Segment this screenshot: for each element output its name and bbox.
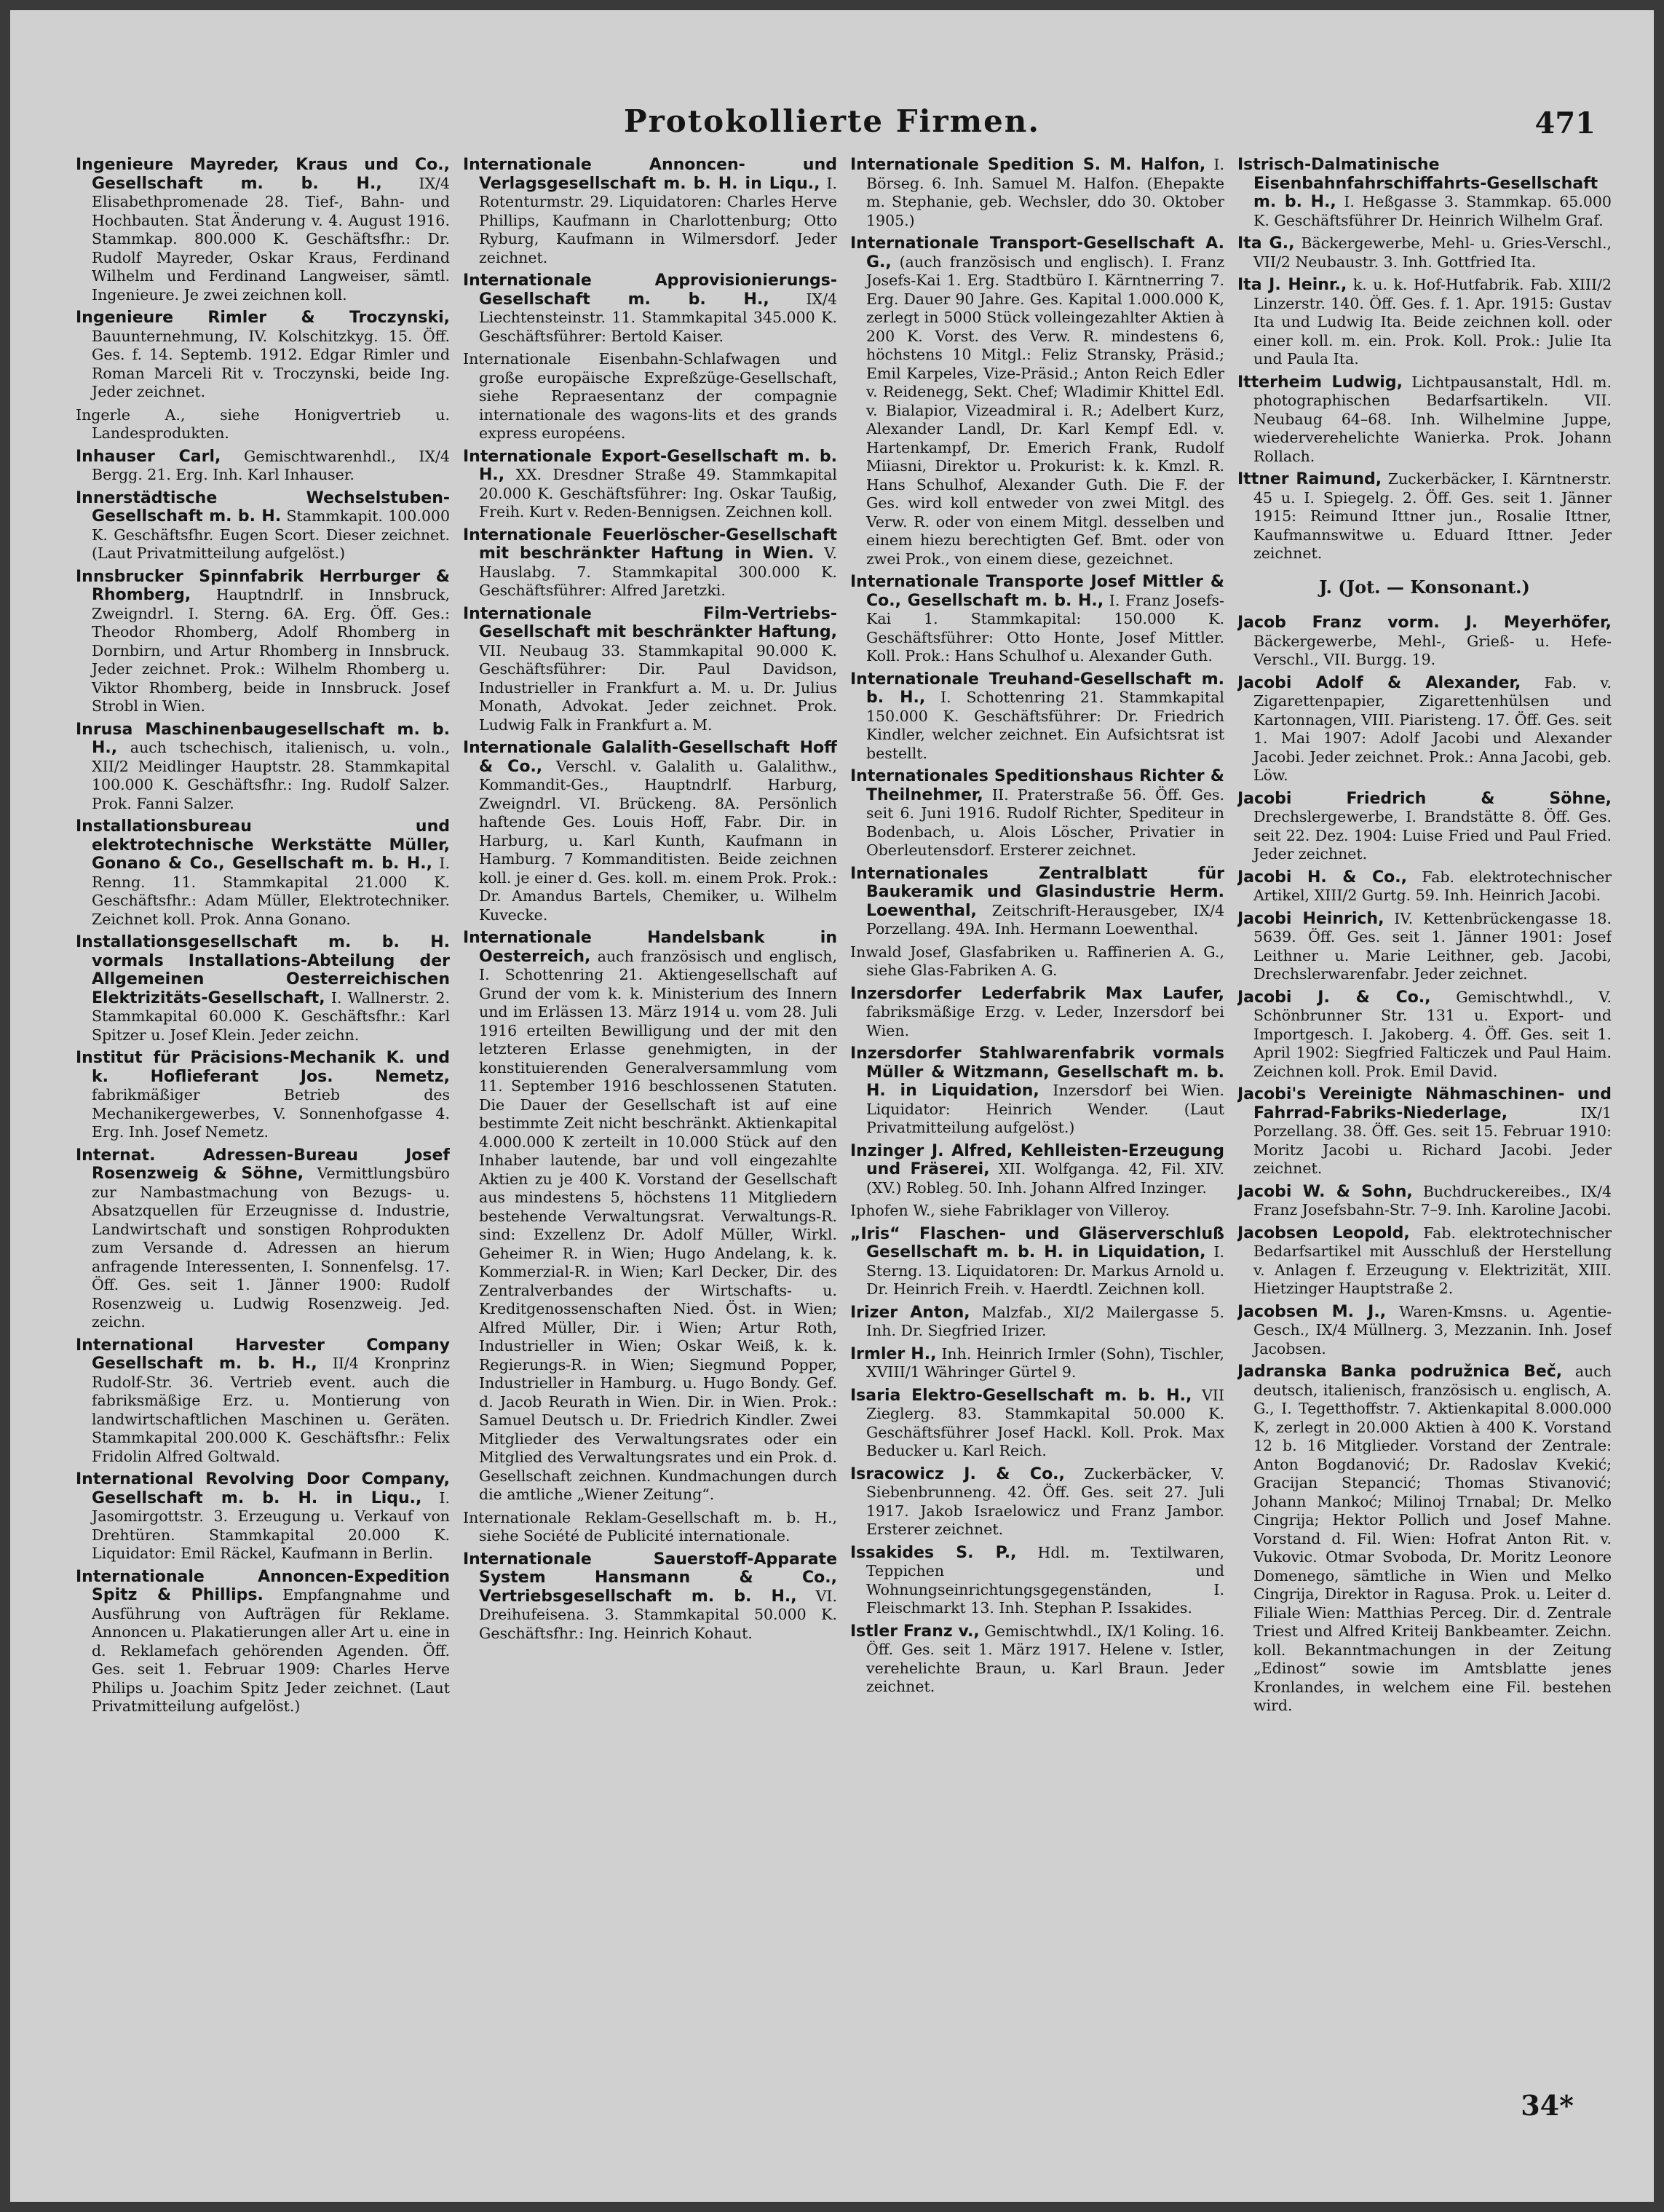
firm-name: Ingenieure Rimler & Troczynski,: [76, 309, 450, 327]
firm-name: „Iris“ Flaschen- und Gläserverschluß Gesellschaft m. b. H. in Liquidation,: [850, 1224, 1224, 1261]
directory-entry: [850, 156, 1224, 230]
entry-details: Internationale Eisenbahn-Schlafwagen und große europäische Expreßzüge-Gesellschaft, siehe Repraesentanz der compagnie internationale des wagons-lits et des grands express européens.: [463, 350, 837, 442]
directory-entry: [76, 489, 450, 563]
entry-details: Vermittlungsbüro zur Nambastmachung von Bezugs- u. Absatzquellen für Erzeugnisse d. Industrie, Landwirtschaft und sonstigen Rohprodukten zum Versande d. Adressen an hierum anfragende Interessenten, I. Sonnenfelsg. 17. Öff. Ges. seit 1. Jänner 1900: Rudolf Rosenzweig u. Ludwig Rosenzweig. Jed. zeichn.: [92, 1165, 450, 1331]
firm-name: Inzinger J. Alfred, Kehlleisten-Erzeugung und Fräserei,: [850, 1141, 1224, 1178]
directory-entry: [1237, 1183, 1612, 1220]
entry-details: Fab. elektrotechnischer Bedarfsartikel mit Ausschluß der Herstellung v. Anlagen f. Erzeugung v. Elektrizität, XIII. Hietzinger Hauptstraße 2.: [1253, 1224, 1612, 1297]
firm-name: Internationale Film-Vertriebs-Gesellschaft mit beschränkter Haftung,: [463, 604, 837, 641]
directory-entry: [463, 739, 837, 924]
firm-name: Jacobi's Vereinigte Nähmaschinen- und Fahrrad-Fabriks-Niederlage,: [1237, 1085, 1612, 1122]
entry-details: II/4 Kronprinz Rudolf-Str. 36. Vertrieb event. auch die fabriksmäßige Erz. u. Montierung von landwirtschaftlichen Maschinen u. Geräten. Stammkapital 200.000 K. Geschäftsfhr.: Felix Fridolin Alfred Goltwald.: [92, 1355, 450, 1465]
directory-entry: [76, 448, 450, 485]
entry-details: fabrikmäßiger Betrieb des Mechanikergewerbes, V. Sonnenhofgasse 4. Erg. Inh. Josef Nemetz.: [92, 1086, 450, 1141]
entry-details: fabriksmäßige Erzg. v. Leder, Inzersdorf bei Wien.: [866, 1003, 1224, 1039]
directory-entry: [850, 767, 1224, 860]
firm-name: Innsbrucker Spinnfabrik Herrburger & Rhomberg,: [76, 567, 450, 604]
entry-details: Internationale Reklam-Gesellschaft m. b. H., siehe Société de Publicité internationale.: [463, 1508, 837, 1545]
firm-name: Institut für Präcisions-Mechanik K. und k. Hoflieferant Jos. Nemetz,: [76, 1049, 450, 1086]
entry-details: V. Hauslabg. 7. Stammkapital 300.000 K. Geschäftsführer: Alfred Jaretzki.: [479, 544, 837, 599]
entry-details: auch tschechisch, italienisch, u. voln., XII/2 Meidlinger Hauptstr. 28. Stammkapital 100.000 K. Geschäftsfhr.: Ing. Rudolf Salzer. Prok. Fanni Salzer.: [92, 739, 450, 812]
entry-details: I. Jasomirgottstr. 3. Erzeugung u. Verkauf von Drehtüren. Stammkapital 20.000 K. Liquidator: Emil Räckel, Kaufmann in Berlin.: [92, 1488, 450, 1562]
directory-entry: [463, 350, 837, 443]
entry-details: k. u. k. Hof-Hutfabrik. Fab. XIII/2 Linzerstr. 140. Öff. Ges. f. 1. Apr. 1915: Gustav Ita und Ludwig Ita. Beide zeichnen koll. oder einer koll. m. ein. Prok. Koll. Prok.: Julie Ita und Paula Ita.: [1253, 276, 1612, 368]
entry-details: Empfangnahme und Ausführung von Aufträgen für Reklame. Annoncen u. Plakatierungen aller Art u. eine in d. Reklamefach gehörenden Agenden. Öff. Ges. seit 1. Februar 1909: Charles Herve Philips u. Joachim Spitz Jeder zeichnet. (Laut Privatmitteilung aufgelöst.): [92, 1586, 450, 1715]
directory-entry: [76, 406, 450, 443]
entry-details: Zuckerbäcker, I. Kärntnerstr. 45 u. I. Spiegelg. 2. Öff. Ges. seit 1. Jänner 1915: Reimund Ittner jun., Rosalie Ittner, Kaufmannswitwe u. Eduard Ittner. Jeder zeichnet.: [1253, 470, 1612, 562]
directory-entry: [76, 721, 450, 814]
entry-details: Lichtpausanstalt, Hdl. m. photographischen Bedarfsartikeln. VII. Neubaug 64–68. Inh. Wilhelmine Juppe, wiederverehelichte Wanierka. Prok. Johann Rollach.: [1253, 373, 1612, 465]
entry-details: Ingerle A., siehe Honigvertrieb u. Landesprodukten.: [76, 405, 450, 442]
directory-entry: [850, 985, 1224, 1041]
entry-details: XX. Dresdner Straße 49. Stammkapital 20.000 K. Geschäftsführer: Ing. Oskar Taußig, Freih. Kurt v. Reden-Bennigsen. Zeichnen koll.: [479, 466, 837, 520]
directory-entry: [850, 1142, 1224, 1198]
directory-entry: [76, 817, 450, 929]
directory-entry: [1237, 373, 1612, 467]
firm-name: Jacobi H. & Co.,: [1237, 868, 1407, 887]
directory-entry: [1237, 1363, 1612, 1716]
directory-entry: [76, 1146, 450, 1332]
entry-details: Hauptndrlf. in Innsbruck, Zweigndrl. I. Sterng. 6A. Erg. Öff. Ges.: Theodor Rhomberg, Adolf Rhomberg in Dornbirn, und Artur Rhomberg in Innsbruck. Jeder zeichnet. Prok.: Wilhelm Rhomberg u. Viktor Rhomberg, beide in Innsbruck. Josef Strobl in Wien.: [92, 586, 450, 715]
entry-details: Gemischtwhdl., V. Schönbrunner Str. 131 u. Export- und Importgesch. I. Jakoberg. 4. Öff. Ges. seit 1. April 1902: Siegfried Falticzek und Paul Haim. Zeichnen koll. Prok. Emil David.: [1253, 988, 1612, 1080]
directory-entry: [76, 933, 450, 1044]
directory-entry: [76, 568, 450, 716]
directory-entry: [850, 1044, 1224, 1138]
firm-name: Isaria Elektro-Gesellschaft m. b. H.,: [850, 1386, 1192, 1405]
firm-name: Inzersdorfer Stahlwarenfabrik vormals Müller & Witzmann, Gesellschaft m. b. H. in Liquidation,: [850, 1044, 1224, 1100]
entry-details: Bäckergewerbe, Mehl-, Grieß- u. Hefe-Verschl., VII. Burgg. 19.: [1253, 632, 1612, 668]
firm-name: Issakides S. P.,: [850, 1543, 1017, 1562]
directory-entry: [850, 1544, 1224, 1618]
directory-entry: [76, 309, 450, 402]
entry-details: IX/1 Porzellang. 38. Öff. Ges. seit 15. Februar 1910: Moritz Jacobi u. Richard Jacobi. Jeder zeichnet.: [1253, 1103, 1612, 1177]
page-title: Protokollierte Firmen.: [624, 103, 1040, 139]
entry-details: Gemischtwarenhdl., IX/4 Bergg. 21. Erg. Inh. Karl Inhauser.: [92, 447, 450, 483]
column-3: [850, 156, 1224, 2070]
entry-details: Zuckerbäcker, V. Siebenbrunneng. 42. Öff. Ges. seit 27. Juli 1917. Jakob Israelowicz und Franz Jambor. Ersterer zeichnet.: [866, 1464, 1224, 1538]
firm-name: Installationsbureau und elektrotechnische Werkstätte Müller, Gonano & Co., Gesellschaft m. b. H.,: [76, 817, 450, 873]
firm-name: Internationale Handelsbank in Oesterreich,: [463, 929, 837, 966]
firm-name: Jacobsen Leopold,: [1237, 1224, 1410, 1242]
directory-entry: [463, 156, 837, 267]
firm-name: Internationale Galalith-Gesellschaft Hoff & Co.,: [463, 739, 837, 776]
entry-details: IX/4 Elisabethpromenade 28. Tief-, Bahn- und Hochbauten. Stat Änderung v. 4. August 1916. Stammkap. 800.000 K. Geschäftsfhr.: Dr. Rudolf Mayreder, Oskar Kraus, Ferdinand Wilhelm und Ferdinand Langweiser, sämtl. Ingenieure. Je zwei zeichnen koll.: [92, 174, 450, 304]
firm-name: Internationale Feuerlöscher-Gesellschaft mit beschränkter Haftung in Wien.: [463, 526, 837, 563]
firm-name: Itterheim Ludwig,: [1237, 373, 1403, 392]
directory-entry: [76, 156, 450, 304]
firm-name: Jacobi Adolf & Alexander,: [1237, 673, 1521, 692]
firm-name: Ita G.,: [1237, 234, 1295, 253]
directory-entry: [850, 234, 1224, 568]
firm-name: Internationale Export-Gesellschaft m. b. H.,: [463, 447, 837, 484]
directory-entry: [1237, 988, 1612, 1082]
entry-details: II. Praterstraße 56. Öff. Ges. seit 6. Juni 1916. Rudolf Richter, Spediteur in Bodenbach, u. Alois Löscher, Privatier in Oberleutensdorf. Ersterer zeichnet.: [866, 785, 1224, 859]
entry-details: Stammkapit. 100.000 K. Geschäftsfhr. Eugen Scort. Dieser zeichnet. (Laut Privatmitteilung aufgelöst.): [92, 507, 450, 562]
entry-details: Fab. v. Zigarettenpapier, Zigarettenhülsen und Kartonnagen, VIII. Piaristeng. 17. Öff. Ges. seit 1. Mai 1907: Adolf Jacobi und Alexander Jacobi. Jeder zeichnet. Prok.: Anna Jacobi, geb. Löw.: [1253, 673, 1612, 784]
entry-details: VI. Dreihufeisena. 3. Stammkapital 50.000 K. Geschäftsfhr.: Ing. Heinrich Kohaut.: [479, 1587, 837, 1642]
column-4: [1237, 156, 1612, 2070]
firm-name: Ittner Raimund,: [1237, 470, 1382, 488]
directory-entry: [463, 1509, 837, 1546]
firm-name: Internationales Zentralblatt für Baukeramik und Glasindustrie Herm. Loewenthal,: [850, 864, 1224, 920]
firm-name: International Revolving Door Company, Gesellschaft m. b. H. in Liqu.,: [76, 1470, 450, 1507]
signature-mark: 34*: [1521, 2089, 1574, 2122]
directory-entry: [463, 929, 837, 1505]
entry-details: auch französisch und englisch, I. Schottenring 21. Aktiengesellschaft auf Grund der vom k. k. Ministerium des Innern und im Erlässen 13. März 1914 u. vom 28. Juli 1916 erteilten Bewilligung und der mit den letzteren Erlasse genehmigten, in der konstituierenden Generalversammlung vom 11. September 1916 beschlossenen Statuten. Die Dauer der Gesellschaft ist auf eine bestimmte Zeit nicht beschränkt. Aktienkapital 4.000.000 K zerteilt in 10.000 Stück auf den Inhaber lautende, bar und voll eingezahlte Aktien zu je 400 K. Vorstand der Gesellschaft aus mindestens 5, höchstens 11 Mitgliedern bestehende Verwaltungsrat. Verwaltungs-R. sind: Exzellenz Dr. Adolf Müller, Wirkl. Geheimer R. in Wien; Hugo Andelang, k. k. Kommerzial-R. in Wien; Karl Decker, Dir. des Zentralverbandes der Wirtschafts- u. Kreditgenossenschaften Nied. Öst. in Wien; Alfred Müller, Dir. i Wien; Artur Roth, Industrieller in Wien; Oskar Weiß, k. k. Regierungs-R. in Wien; Siegmund Popper, Industrieller in Hamburg. u. Hugo Bondy. Gef. d. Jacob Reurath in Wien. Dir. in Wien. Prok.: Samuel Deutsch u. Dr. Friedrich Kindler. Zwei Mitglieder des Verwaltungsrates oder ein Mitglied des Verwaltungsrates und ein Prok. d. Gesellschaft zeichnen. Kundmachungen durch die amtliche „Wiener Zeitung“.: [479, 947, 837, 1503]
page-number: 471: [1534, 106, 1596, 140]
directory-entry: [850, 1622, 1224, 1697]
firm-name: Inhauser Carl,: [76, 447, 221, 466]
firm-name: Internationale Spedition S. M. Halfon,: [850, 156, 1206, 174]
directory-entry: [76, 1470, 450, 1563]
firm-name: Internationale Transporte Josef Mittler & Co., Gesellschaft m. b. H.,: [850, 573, 1224, 610]
entry-details: Fab. elektrotechnischer Artikel, XIII/2 Gurtg. 59. Inh. Heinrich Jacobi.: [1253, 868, 1612, 904]
firm-name: Jacobi Heinrich,: [1237, 909, 1384, 928]
entry-details: XII. Wolfganga. 42, Fil. XIV. (XV.) Robleg. 50. Inh. Johann Alfred Inzinger.: [866, 1160, 1224, 1197]
directory-entry: [1237, 674, 1612, 785]
entry-details: Zeitschrift-Herausgeber, IX/4 Porzellang. 49A. Inh. Hermann Loewenthal.: [866, 901, 1224, 937]
firm-name: Innerstädtische Wechselstuben-Gesellschaft m. b. H.: [76, 488, 450, 526]
directory-entry: [1237, 470, 1612, 563]
column-1: [76, 156, 450, 2070]
directory-entry: [850, 943, 1224, 980]
directory-page: [10, 10, 1654, 2202]
firm-name: Istler Franz v.,: [850, 1622, 980, 1641]
section-heading: J. (Jot. — Konsonant.): [1319, 576, 1530, 598]
firm-name: Installationsgesellschaft m. b. H. vormals Installations-Abteilung der Allgemeinen Oesterreichischen Elektrizitäts-Gesellschaft,: [76, 933, 450, 1007]
directory-entry: [1237, 156, 1612, 230]
directory-entry: [850, 1387, 1224, 1461]
directory-entry: [850, 1225, 1224, 1299]
directory-entry: [1237, 1303, 1612, 1359]
firm-name: Ingenieure Mayreder, Kraus und Co., Gesellschaft m. b. H.,: [76, 156, 450, 193]
firm-name: Internationale Approvisionierungs-Gesellschaft m. b. H.,: [463, 271, 837, 309]
entry-details: Inwald Josef, Glasfabriken u. Raffinerien A. G., siehe Glas-Fabriken A. G.: [850, 943, 1224, 979]
firm-name: Jacobi W. & Sohn,: [1237, 1182, 1413, 1201]
firm-name: Istrisch-Dalmatinische Eisenbahnfahrschiffahrts-Gesellschaft m. b. H.,: [1237, 156, 1598, 211]
directory-entry: [463, 448, 837, 522]
directory-entry: [850, 1465, 1224, 1539]
entry-details: I. Franz Josefs-Kai 1. Stammkapital: 150.000 K. Geschäftsführer: Otto Honte, Josef Mittler. Koll. Prok.: Hans Schulhof u. Alexander Guth.: [866, 591, 1224, 665]
column-2: [463, 156, 837, 2070]
directory-entry: [850, 573, 1224, 666]
entry-details: Iphofen W., siehe Fabriklager von Villeroy.: [850, 1202, 1170, 1219]
firm-name: Ita J. Heinr.,: [1237, 276, 1347, 294]
entry-details: I. Wallnerstr. 2. Stammkapital 60.000 K. Geschäftsfhr.: Karl Spitzer u. Josef Klein. Jeder zeichn.: [92, 988, 450, 1044]
entry-details: Bäckergewerbe, Mehl- u. Gries-Verschl., VII/2 Neubaustr. 3. Inh. Gottfried Ita.: [1253, 234, 1612, 271]
firm-name: Jacob Franz vorm. J. Meyerhöfer,: [1237, 614, 1612, 632]
entry-details: Inzersdorf bei Wien. Liquidator: Heinrich Wender. (Laut Privatmitteilung aufgelöst.): [866, 1082, 1224, 1136]
firm-name: Internationale Annoncen-Expedition Spitz & Phillips.: [76, 1567, 450, 1604]
entry-details: auch deutsch, italienisch, französisch u. englisch, A. G., I. Tegetthoffstr. 7. Aktienkapital 8.000.000 K, zerlegt in 20.000 Aktien à 400 K. Vorstand 12 b. 16 Mitglieder. Vorstand der Zentrale: Anton Bogdanović; Dr. Radoslav Kvekić; Gracijan Stepancić; Thomas Stivanović; Johann Mankoć; Milinoj Trnabal; Dr. Melko Cingrija; Hektor Pollich und Josef Mahne. Vorstand d. Fil. Wien: Hofrat Anton Rit. v. Vukovic. Otmar Svoboda, Dr. Moritz Leonore Domenego, sämtliche in Wien und Melko Cingrija, Direktor in Ragusa. Prok. u. Leiter d. Filiale Wien: Matthias Perceg. Dir. d. Zentrale Triest und Alfred Kriteij Bankbeamter. Zeichn. koll. Bekanntmachungen in der Zeitung „Edinost“ sowie im Amtsblatte jenes Kronlandes, in welchem eine Fil. bestehen wird.: [1253, 1363, 1612, 1714]
entry-details: Verschl. v. Galalith u. Galalithw., Kommandit-Ges., Hauptndrlf. Harburg, Zweigndrl. VI. Brückeng. 8A. Persönlich haftende Ges. Louis Hoff, Fabr. Dir. in Harburg, u. Karl Kunth, Kaufmann in Hamburg. 7 Kommanditisten. Beide zeichnen koll. je einer d. Ges. koll. m. einem Prok. Prok.: Dr. Amandus Bartels, Chemiker, u. Wilhelm Kuvecke.: [479, 757, 837, 924]
directory-entry: [76, 1049, 450, 1142]
firm-name: Inzersdorfer Lederfabrik Max Laufer,: [850, 984, 1224, 1003]
directory-entry: [1237, 868, 1612, 905]
entry-details: I. Sterng. 13. Liquidatoren: Dr. Markus Arnold u. Dr. Heinrich Freih. v. Haerdtl. Zeichnen koll.: [866, 1243, 1224, 1298]
directory-entry: [76, 1336, 450, 1467]
entry-details: Inh. Heinrich Irmler (Sohn), Tischler, XVIII/1 Währinger Gürtel 9.: [866, 1344, 1224, 1381]
entry-details: I. Heßgasse 3. Stammkap. 65.000 K. Geschäftsführer Dr. Heinrich Wilhelm Graf.: [1253, 193, 1612, 229]
firm-name: Inrusa Maschinenbaugesellschaft m. b. H.,: [76, 720, 450, 757]
directory-entry: [463, 526, 837, 600]
entry-details: Gemischtwhdl., IX/1 Koling. 16. Öff. Ges. seit 1. März 1917. Helene v. Istler, verehelichte Braun, u. Karl Braun. Jeder zeichnet.: [866, 1622, 1224, 1695]
directory-entry: [1237, 790, 1612, 864]
firm-name: Isracowicz J. & Co.,: [850, 1464, 1065, 1483]
firm-name: International Harvester Company Gesellschaft m. b. H.,: [76, 1336, 450, 1373]
entry-details: Hdl. m. Textilwaren, Teppichen und Wohnungseinrichtungsgegenständen, I. Fleischmarkt 13. Inh. Stephan P. Issakides.: [866, 1543, 1224, 1617]
directory-entry: [850, 1202, 1224, 1221]
directory-entry: [463, 605, 837, 735]
directory-entry: [1237, 910, 1612, 984]
entry-details: Buchdruckereibes., IX/4 Franz Josefsbahn-Str. 7–9. Inh. Karoline Jacobi.: [1253, 1182, 1612, 1218]
directory-entry: [1237, 1085, 1612, 1178]
firm-name: Irizer Anton,: [850, 1303, 970, 1322]
directory-entry: [850, 865, 1224, 939]
firm-name: Internat. Adressen-Bureau Josef Rosenzweig & Söhne,: [76, 1146, 450, 1183]
directory-entry: [463, 1550, 837, 1644]
entry-details: (auch französisch und englisch). I. Franz Josefs-Kai 1. Erg. Stadtbüro I. Kärntnerring 7. Erg. Dauer 90 Jahre. Ges. Kapital 1.000.000 K, zerlegt in 5000 Stück volleingezahlter Aktien à 200 K. Vorst. des Verw. R. mindestens 6, höchstens 10 Mitgl.: Feliz Stransky, Präsid.; Emil Karpeles, Vize-Präsid.; Anton Reich Edler v. Reidenegg, Sekt. Chef; Wladimir Khittel Edl. v. Bialapior, Vizeadmiral i. R.; Adelbert Kurz, Alexander Landl, Dr. Karl Kempf Edl. v. Hartenkampf, Dr. Emerich Frank, Rudolf Miiasni, Direktor u. Prokurist: k. k. Kmzl. R. Hans Schulhof, Alexander Guth. Die F. der Ges. wird koll entweder von zwei Mitgl. des Verw. R. oder von einem Mitgl. desselben und einem hiezu berechtigten Gef. Bmt. oder von zwei Prok., von einem diese, gezeichnet.: [866, 253, 1224, 568]
directory-entry: [1237, 614, 1612, 670]
entry-details: I. Schottenring 21. Stammkapital 150.000 K. Geschäftsführer: Dr. Friedrich Kindler, welcher zeichnet. Ein Aufsichtsrat ist bestellt.: [866, 689, 1224, 762]
firm-name: Internationale Annoncen- und Verlagsgesellschaft m. b. H. in Liqu.,: [463, 156, 837, 193]
firm-name: Jadranska Banka podružnica Beč,: [1237, 1363, 1563, 1381]
entry-details: VII Zieglerg. 83. Stammkapital 50.000 K. Geschäftsführer Josef Hackl. Koll. Prok. Max Beducker u. Karl Reich.: [866, 1386, 1224, 1459]
entry-details: I. Renng. 11. Stammkapital 21.000 K. Geschäftsfhr.: Adam Müller, Elektrotechniker. Zeichnet koll. Prok. Anna Gonano.: [92, 855, 450, 928]
directory-entry: [1237, 234, 1612, 271]
firm-name: Jacobsen M. J.,: [1237, 1302, 1387, 1321]
firm-name: Internationale Treuhand-Gesellschaft m. b. H.,: [850, 670, 1224, 707]
entry-details: Drechslergewerbe, I. Brandstätte 8. Öff. Ges. seit 22. Dez. 1904: Luise Fried und Paul Fried. Jeder zeichnet.: [1253, 808, 1612, 863]
entry-details: I. Rotenturmstr. 29. Liquidatoren: Charles Herve Phillips, Kaufmann in Charlottenburg; Otto Ryburg, Kaufmann in Wilmersdorf. Jeder zeichnet.: [479, 174, 837, 266]
directory-entry: [76, 1568, 450, 1716]
entry-details: Malzfab., XI/2 Mailergasse 5. Inh. Dr. Siegfried Irizer.: [866, 1303, 1224, 1339]
directory-entry: [850, 670, 1224, 764]
text-columns: [76, 156, 1612, 2070]
entry-details: VII. Neubaug 33. Stammkapital 90.000 K. Geschäftsführer: Dir. Paul Davidson, Industrieller in Frankfurt a. M. u. Dr. Julius Monath, Advokat. Jeder zeichnet. Prok. Ludwig Falk in Frankfurt a. M.: [479, 641, 837, 734]
directory-entry: [850, 1304, 1224, 1341]
firm-name: Internationales Speditionshaus Richter & Theilnehmer,: [850, 767, 1224, 804]
directory-entry: [463, 271, 837, 346]
firm-name: Jacobi J. & Co.,: [1237, 988, 1431, 1007]
entry-details: I. Börseg. 6. Inh. Samuel M. Halfon. (Ehepakte m. Stephanie, geb. Wechsler, ddo 30. Oktober 1905.): [866, 156, 1224, 229]
firm-name: Internationale Sauerstoff-Apparate System Hansmann & Co., Vertriebsgesellschaft m. b. H.,: [463, 1550, 837, 1606]
entry-details: Waren-Kmsns. u. Agentie-Gesch., IX/4 Müllnerg. 3, Mezzanin. Inh. Josef Jacobsen.: [1253, 1302, 1612, 1357]
directory-entry: [1237, 276, 1612, 369]
page-header: [10, 103, 1654, 147]
entry-details: IV. Kettenbrückengasse 18. 5639. Öff. Ges. seit 1. Jänner 1901: Josef Leithner u. Marie Leithner, geb. Jacobi, Drechslerwarenfabr. Jeder zeichnet.: [1253, 909, 1612, 983]
firm-name: Internationale Transport-Gesellschaft A. G.,: [850, 234, 1224, 271]
firm-name: Jacobi Friedrich & Söhne,: [1237, 789, 1612, 808]
entry-details: Bauunternehmung, IV. Kolschitzkyg. 15. Öff. Ges. f. 14. Septemb. 1912. Edgar Rimler und Roman Marceli Rit v. Troczynski, beide Ing. Jeder zeichnet.: [92, 327, 450, 400]
firm-name: Irmler H.,: [850, 1344, 937, 1363]
entry-details: IX/4 Liechtensteinstr. 11. Stammkapital 345.000 K. Geschäftsführer: Bertold Kaiser.: [479, 290, 837, 345]
directory-entry: [850, 1345, 1224, 1382]
directory-entry: [1237, 1224, 1612, 1299]
